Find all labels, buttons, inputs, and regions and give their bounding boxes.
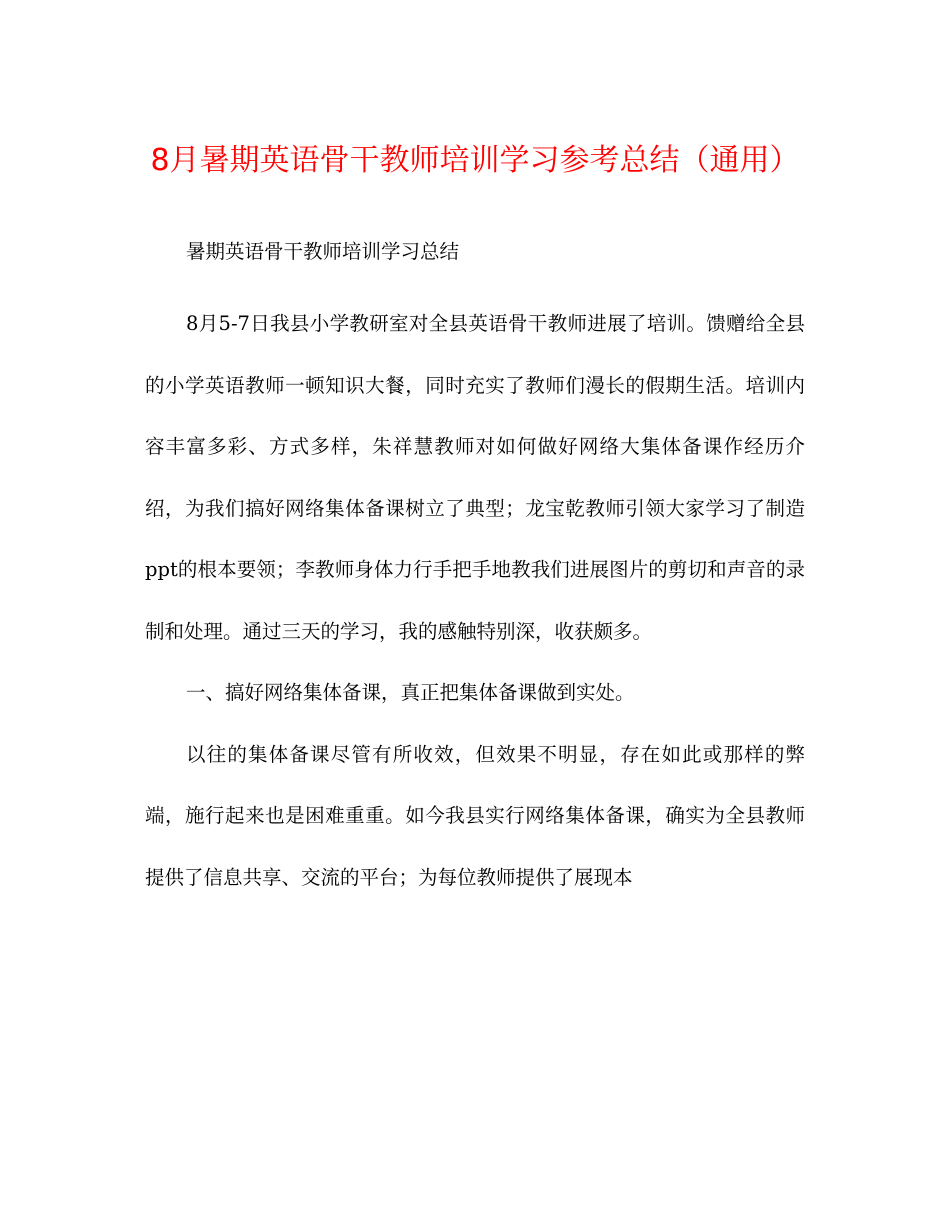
document-body	[145, 232, 805, 908]
subtitle-paragraph: 暑期英语骨干教师培训学习总结	[186, 240, 460, 263]
body-paragraph-1: 8月5-7日我县小学教研室对全县英语骨干教师进展了培训。馈赠给全县的小学英语教师一顿知识大餐，同时充实了教师们漫长的假期生活。培训内容丰富多彩、方式多样，朱祥慧教师对如何做好网络大集体备课作经历介绍，为我们搞好网络集体备课树立了典型；龙宝乾教师引领大家学习了制造ppt的根本要领；李教师身体力行手把手地教我们进展图片的剪切和声音的录制和处理。通过三天的学习，我的感触特别深，收获颇多。	[145, 312, 805, 643]
body-paragraph-2: 以往的集体备课尽管有所收效，但效果不明显，存在如此或那样的弊端，施行起来也是困难重重。如今我县实行网络集体备课，确实为全县教师提供了信息共享、交流的平台；为每位教师提供了展现本	[145, 742, 805, 889]
section-heading-1: 一、搞好网络集体备课，真正把集体备课做到实处。	[186, 681, 635, 704]
document-title: 8月暑期英语骨干教师培训学习参考总结（通用）	[150, 143, 800, 178]
